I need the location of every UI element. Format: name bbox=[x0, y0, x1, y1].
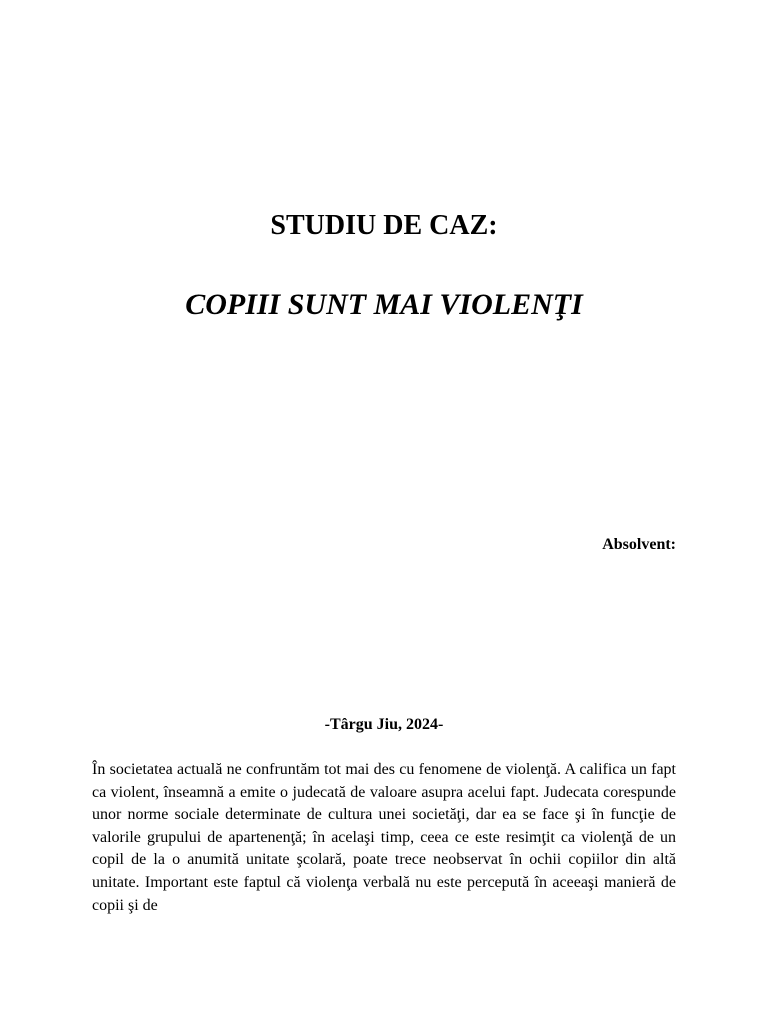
place-date: -Târgu Jiu, 2024- bbox=[324, 716, 444, 733]
body-paragraph: În societatea actuală ne confruntăm tot mai des cu fenomene de violenţă. A califica un fapt ca violent, înseamnă a emite o judecată de valoare asupra acelui fapt. Judecata corespunde unor norme sociale determinate de cultura unei societăţi, dar ea se face şi în funcţie de valorile grupului de apartenenţă; în acelaşi timp, ceea ce este resimţit ca violenţă de un copil de la o anumită unitate şcolară, poate trece neobservat în ochii copiilor din altă unitate. Important este faptul că violenţa verbală nu este percepută în aceeaşi manieră de copii şi de bbox=[92, 761, 676, 914]
page-title: STUDIU DE CAZ: bbox=[270, 210, 498, 241]
graduate-label: Absolvent: bbox=[602, 536, 676, 553]
page-subtitle: COPIII SUNT MAI VIOLENŢI bbox=[185, 288, 583, 321]
